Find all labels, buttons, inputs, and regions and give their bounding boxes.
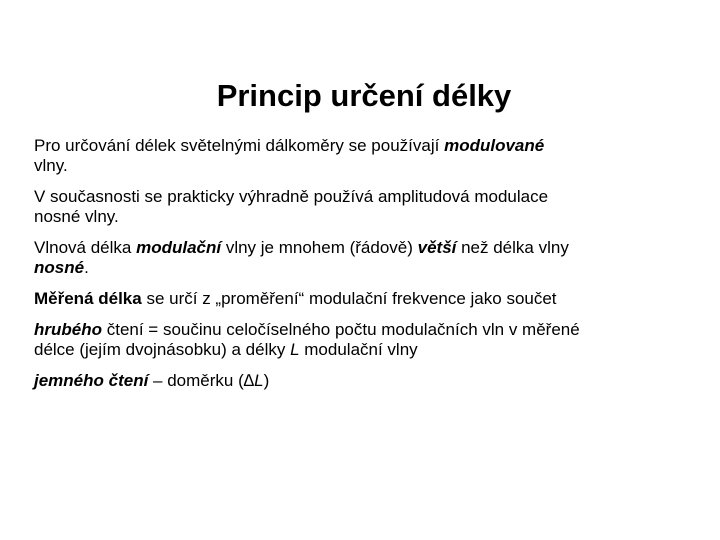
emphasis-coarse: hrubého	[34, 320, 102, 339]
text-run: – doměrku (	[148, 371, 244, 390]
text-run: délce (jejím dvojnásobku) a délky	[34, 340, 291, 359]
text-run: Pro určování délek světelnými dálkoměry se používají	[34, 136, 445, 155]
paragraph-line	[34, 340, 694, 360]
text-run: )	[263, 371, 270, 390]
slide-title: Princip určení délky	[216, 78, 512, 113]
paragraph-line: nosné vlny.	[34, 207, 119, 226]
text-run: čtení = součinu celočíselného počtu modulačních vln v měřené	[102, 320, 580, 339]
paragraph-modulated-waves	[34, 136, 694, 176]
paragraph-fine-reading	[34, 371, 694, 391]
paragraph-measured-length	[34, 289, 694, 309]
emphasis-modulation: modulační	[136, 238, 222, 257]
text-run: Vlnová délka	[34, 238, 137, 257]
text-run: vlny.	[34, 156, 68, 175]
emphasis-measured-length: Měřená délka	[34, 289, 142, 308]
paragraph-line	[34, 289, 694, 309]
paragraph-line: V současnosti se prakticky výhradně používá amplitudová modulace	[34, 187, 549, 206]
emphasis-fine: jemného čtení	[34, 371, 149, 390]
symbol-delta-l: ∆L	[243, 371, 264, 390]
paragraph-line	[34, 136, 694, 156]
text-run: se určí z „proměření“ modulační frekvence jako součet	[141, 289, 557, 308]
paragraph-wavelength	[34, 238, 694, 278]
emphasis-modulated: modulované	[444, 136, 545, 155]
paragraph-line	[34, 238, 694, 258]
text-run: vlny je mnohem (řádově)	[221, 238, 418, 257]
paragraph-line	[34, 156, 694, 176]
emphasis-larger: větší	[417, 238, 457, 257]
text-run: než délka vlny	[456, 238, 569, 257]
emphasis-carrier: nosné	[34, 258, 85, 277]
text-run: modulační vlny	[299, 340, 418, 359]
symbol-l: L	[290, 340, 300, 359]
paragraph-coarse-reading	[34, 320, 694, 360]
paragraph-line	[34, 371, 694, 391]
paragraph-line	[34, 320, 694, 340]
paragraph-amplitude-modulation	[34, 187, 694, 227]
paragraph-line	[34, 258, 694, 278]
text-run: .	[84, 258, 89, 277]
slide-body	[34, 136, 694, 402]
